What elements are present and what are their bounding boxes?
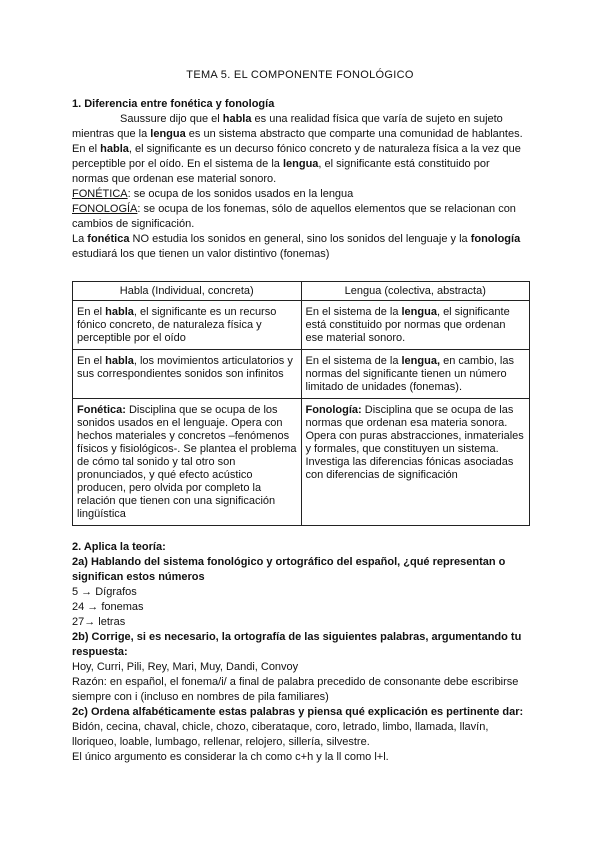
answer-2c-words: Bidón, cecina, chaval, chicle, chozo, ciberataque, coro, letrado, limbo, llamada, llavín, lloriqueo, loable, lumbago, rellenar, relojero, sillería, silvestre. [72, 721, 489, 748]
list-item: 5 → Dígrafos [72, 586, 137, 598]
document-page [72, 68, 528, 765]
cell-fonetica: Fonética: Disciplina que se ocupa de los sonidos usados en el lenguaje. Opera con hechos materiales y concretos –fenómenos físicos y fisiológicos-. Se plantea el problema de cómo tal sonido y tal otro son pronunciados, y qué efecto acústico producen, pero olvida por completo la relación que tienen con una significación lingüística [73, 399, 302, 526]
list-item: 24 → fonemas [72, 601, 144, 613]
header-lengua: Lengua (colectiva, abstracta) [301, 282, 530, 301]
table-header-row [73, 282, 530, 301]
cell-habla-movimientos: En el habla, los movimientos articulatorios y sus correspondientes sonidos son infinitos [73, 350, 302, 399]
answer-2b-reason: Razón: en español, el fonema/i/ a final de palabra precedido de consonante debe escribirse siempre con i (incluso en nombres de pila familiares) [72, 676, 519, 703]
table-row [73, 350, 530, 399]
section-2-heading: 2. Aplica la teoría: [72, 541, 166, 553]
cell-lengua-normas: En el sistema de la lengua, en cambio, las normas del significante tienen un número limitado de unidades (fonemas). [301, 350, 530, 399]
fonetica-definition: FONÉTICA: se ocupa de los sonidos usados en la lengua [72, 188, 354, 200]
list-item: 27→ letras [72, 616, 126, 628]
saussure-paragraph: Saussure dijo que el habla es una realidad física que varía de sujeto en sujeto mientras que la lengua es un sistema abstracto que comparte una comunidad de hablantes. [72, 113, 523, 140]
fonologia-definition: FONOLOGÍA: se ocupa de los fonemas, sólo de aquellos elementos que se relacionan con cambios de significación. [72, 203, 516, 230]
answer-2b-words: Hoy, Curri, Pili, Rey, Mari, Muy, Dandi, Convoy [72, 661, 299, 673]
table-row [73, 301, 530, 350]
fonetica-fonologia-paragraph: La fonética NO estudia los sonidos en general, sino los sonidos del lenguaje y la fonología estudiará los que tienen un valor distintivo (fonemas) [72, 233, 521, 260]
question-2a: 2a) Hablando del sistema fonológico y ortográfico del español, ¿qué representan o significan estos números [72, 556, 506, 583]
habla-lengua-table [72, 281, 530, 526]
section-1-heading: 1. Diferencia entre fonética y fonología [72, 98, 275, 110]
cell-fonologia: Fonología: Disciplina que se ocupa de las normas que ordenan esa materia sonora. Opera con puras abstracciones, inmateriales y formales, que constituyen un sistema. Investiga las diferencias fónicas asociadas con diferencias de significación [301, 399, 530, 526]
cell-habla-significante: En el habla, el significante es un recurso fónico concreto, de naturaleza física y perceptible por el oído [73, 301, 302, 350]
habla-lengua-paragraph: En el habla, el significante es un decurso fónico concreto y de naturaleza física a la vez que perceptible por el oído. En el sistema de la lengua, el significante está constituido por normas que ordenan ese material sonoro. [72, 143, 521, 185]
table-row [73, 399, 530, 526]
cell-lengua-significante: En el sistema de la lengua, el significante está constituido por normas que ordenan ese material sonoro. [301, 301, 530, 350]
document-title: TEMA 5. EL COMPONENTE FONOLÓGICO [186, 69, 414, 81]
question-2b: 2b) Corrige, si es necesario, la ortografía de las siguientes palabras, argumentando tu respuesta: [72, 631, 522, 658]
answer-2c-argument: El único argumento es considerar la ch como c+h y la ll como l+l. [72, 751, 389, 763]
question-2c: 2c) Ordena alfabéticamente estas palabras y piensa qué explicación es pertinente dar: [72, 706, 524, 718]
header-habla: Habla (Individual, concreta) [73, 282, 302, 301]
